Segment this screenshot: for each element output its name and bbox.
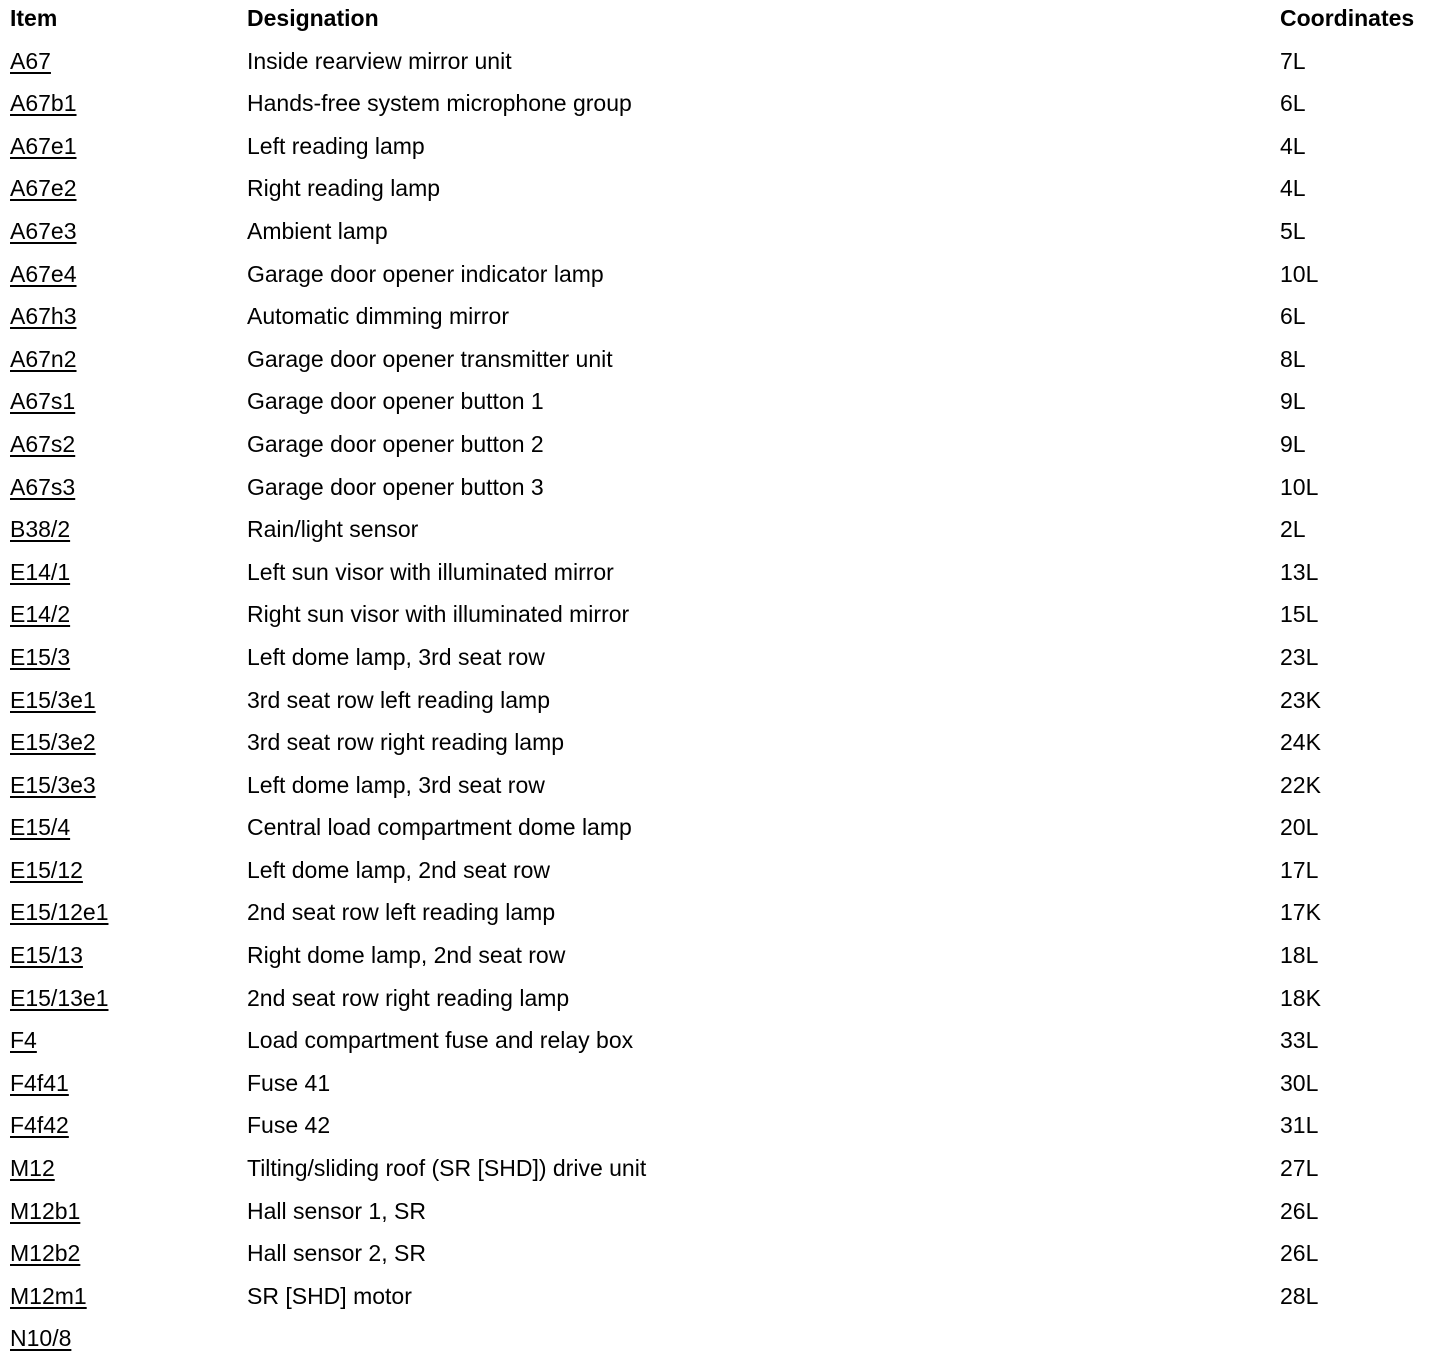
coordinates-text: 9L xyxy=(1280,430,1306,457)
table-row xyxy=(0,1107,1456,1150)
designation-text: Left dome lamp, 3rd seat row xyxy=(247,643,545,670)
coordinates-text: 5L xyxy=(1280,217,1306,244)
designation-text: Tilting/sliding roof (SR [SHD]) drive unit xyxy=(247,1155,647,1182)
table-row xyxy=(0,170,1456,213)
coordinates-text: 22K xyxy=(1280,771,1321,798)
designation-text: Central load compartment dome lamp xyxy=(247,814,632,841)
coordinates-text: 20L xyxy=(1280,814,1319,841)
table-row xyxy=(0,596,1456,639)
designation-text: Left dome lamp, 2nd seat row xyxy=(247,856,550,883)
coordinates-text: 33L xyxy=(1280,1027,1319,1054)
designation-text: Left sun visor with illuminated mirror xyxy=(247,558,614,585)
table-row xyxy=(0,85,1456,128)
coordinates-text: 18L xyxy=(1280,942,1319,969)
designation-text: Right sun visor with illuminated mirror xyxy=(247,601,630,628)
coordinates-text: 23K xyxy=(1280,686,1321,713)
designation-text: Fuse 42 xyxy=(247,1112,331,1139)
coordinates-text: 30L xyxy=(1280,1069,1319,1096)
item-link[interactable]: E15/12 xyxy=(10,856,83,883)
coordinates-text: 4L xyxy=(1280,175,1306,202)
coordinates-text: 31L xyxy=(1280,1112,1319,1139)
coordinates-text: 17L xyxy=(1280,856,1319,883)
coordinates-text: 9L xyxy=(1280,388,1306,415)
designation-text: Hall sensor 1, SR xyxy=(247,1197,426,1224)
coordinates-text: 7L xyxy=(1280,47,1306,74)
coordinates-text: 24K xyxy=(1280,729,1321,756)
designation-text: Inside rearview mirror unit xyxy=(247,47,512,74)
designation-text: Left dome lamp, 3rd seat row xyxy=(247,771,545,798)
table-row xyxy=(0,1278,1456,1321)
table-row xyxy=(0,1150,1456,1193)
designation-text: 3rd seat row left reading lamp xyxy=(247,686,550,713)
coordinates-text: 26L xyxy=(1280,1197,1319,1224)
coordinates-text: 15L xyxy=(1280,601,1319,628)
table-row xyxy=(0,852,1456,895)
item-link[interactable]: A67h3 xyxy=(10,303,77,330)
item-link[interactable]: E14/1 xyxy=(10,558,71,585)
item-link[interactable]: A67s3 xyxy=(10,473,76,500)
table-row xyxy=(0,767,1456,810)
table-row xyxy=(0,980,1456,1023)
designation-text: Hall sensor 2, SR xyxy=(247,1240,426,1267)
item-link[interactable]: E15/3e1 xyxy=(10,686,96,713)
coordinates-text: 28L xyxy=(1280,1282,1319,1309)
item-link[interactable]: M12m1 xyxy=(10,1282,87,1309)
table-row xyxy=(0,128,1456,171)
table-row xyxy=(0,256,1456,299)
designation-text: Automatic dimming mirror xyxy=(247,303,509,330)
table-row xyxy=(0,554,1456,597)
item-link[interactable]: F4f42 xyxy=(10,1112,69,1139)
table-row xyxy=(0,213,1456,256)
item-link[interactable]: F4f41 xyxy=(10,1069,69,1096)
designation-text: SR [SHD] motor xyxy=(247,1282,412,1309)
coordinates-text: 27L xyxy=(1280,1155,1319,1182)
table-body xyxy=(0,43,1456,1363)
table-row xyxy=(0,1022,1456,1065)
coordinates-text: 17K xyxy=(1280,899,1321,926)
coordinates-text: 23L xyxy=(1280,643,1319,670)
table-row xyxy=(0,1193,1456,1236)
item-link[interactable]: E15/13e1 xyxy=(10,984,109,1011)
table-row xyxy=(0,341,1456,384)
table-row xyxy=(0,426,1456,469)
table-row xyxy=(0,1320,1456,1363)
table-row xyxy=(0,469,1456,512)
designation-text: Garage door opener button 2 xyxy=(247,430,544,457)
item-link[interactable]: E15/4 xyxy=(10,814,71,841)
table-row xyxy=(0,937,1456,980)
designation-text: Left reading lamp xyxy=(247,132,425,159)
item-link[interactable]: E15/3e3 xyxy=(10,771,96,798)
item-link[interactable]: E15/3e2 xyxy=(10,729,96,756)
item-link[interactable]: M12b1 xyxy=(10,1197,81,1224)
designation-text: Fuse 41 xyxy=(247,1069,331,1096)
item-link[interactable]: E14/2 xyxy=(10,601,71,628)
table-row xyxy=(0,894,1456,937)
designation-text: Right dome lamp, 2nd seat row xyxy=(247,942,566,969)
item-link[interactable]: A67e1 xyxy=(10,132,77,159)
table-row xyxy=(0,383,1456,426)
coordinates-text: 8L xyxy=(1280,345,1306,372)
item-link[interactable]: B38/2 xyxy=(10,516,71,543)
table-row xyxy=(0,1235,1456,1278)
table-row xyxy=(0,682,1456,725)
item-link[interactable]: M12 xyxy=(10,1155,55,1182)
designation-text: Garage door opener button 1 xyxy=(247,388,544,415)
item-link[interactable]: A67b1 xyxy=(10,90,77,117)
table-row xyxy=(0,511,1456,554)
designation-text: Hands-free system microphone group xyxy=(247,90,632,117)
table-row xyxy=(0,809,1456,852)
designation-text: Garage door opener indicator lamp xyxy=(247,260,604,287)
item-link[interactable]: A67e3 xyxy=(10,217,77,244)
item-link[interactable]: M12b2 xyxy=(10,1240,81,1267)
item-link[interactable]: E15/12e1 xyxy=(10,899,109,926)
coordinates-text: 13L xyxy=(1280,558,1319,585)
item-link[interactable]: F4 xyxy=(10,1027,37,1054)
item-link[interactable]: E15/3 xyxy=(10,643,71,670)
coordinates-text: 26L xyxy=(1280,1240,1319,1267)
item-link[interactable]: A67s1 xyxy=(10,388,76,415)
coordinates-text: 18K xyxy=(1280,984,1321,1011)
designation-text: Load compartment fuse and relay box xyxy=(247,1027,634,1054)
item-link[interactable]: A67 xyxy=(10,47,51,74)
designation-text: Garage door opener transmitter unit xyxy=(247,345,613,372)
column-header-item: Item xyxy=(10,5,58,31)
item-link[interactable]: N10/8 xyxy=(10,1325,72,1352)
designation-text: 2nd seat row right reading lamp xyxy=(247,984,570,1011)
designation-text: Ambient lamp xyxy=(247,217,388,244)
table-row xyxy=(0,639,1456,682)
designation-text: Rain/light sensor xyxy=(247,516,419,543)
coordinates-text: 10L xyxy=(1280,260,1319,287)
designation-text: 2nd seat row left reading lamp xyxy=(247,899,556,926)
coordinates-text: 2L xyxy=(1280,516,1306,543)
designation-text: 3rd seat row right reading lamp xyxy=(247,729,565,756)
item-link[interactable]: A67e2 xyxy=(10,175,77,202)
coordinates-text: 6L xyxy=(1280,90,1306,117)
column-header-coordinates: Coordinates xyxy=(1280,5,1415,31)
designation-text: Right reading lamp xyxy=(247,175,441,202)
table-row xyxy=(0,1065,1456,1108)
table-row xyxy=(0,724,1456,767)
item-link[interactable]: A67n2 xyxy=(10,345,77,372)
designation-text: Garage door opener button 3 xyxy=(247,473,544,500)
coordinates-text: 6L xyxy=(1280,303,1306,330)
table-row xyxy=(0,298,1456,341)
table-row xyxy=(0,43,1456,86)
coordinates-text: 4L xyxy=(1280,132,1306,159)
coordinates-text: 10L xyxy=(1280,473,1319,500)
item-link[interactable]: A67s2 xyxy=(10,430,76,457)
item-link[interactable]: A67e4 xyxy=(10,260,77,287)
table-header-row xyxy=(0,0,1456,36)
column-header-designation: Designation xyxy=(247,5,379,31)
item-link[interactable]: E15/13 xyxy=(10,942,83,969)
